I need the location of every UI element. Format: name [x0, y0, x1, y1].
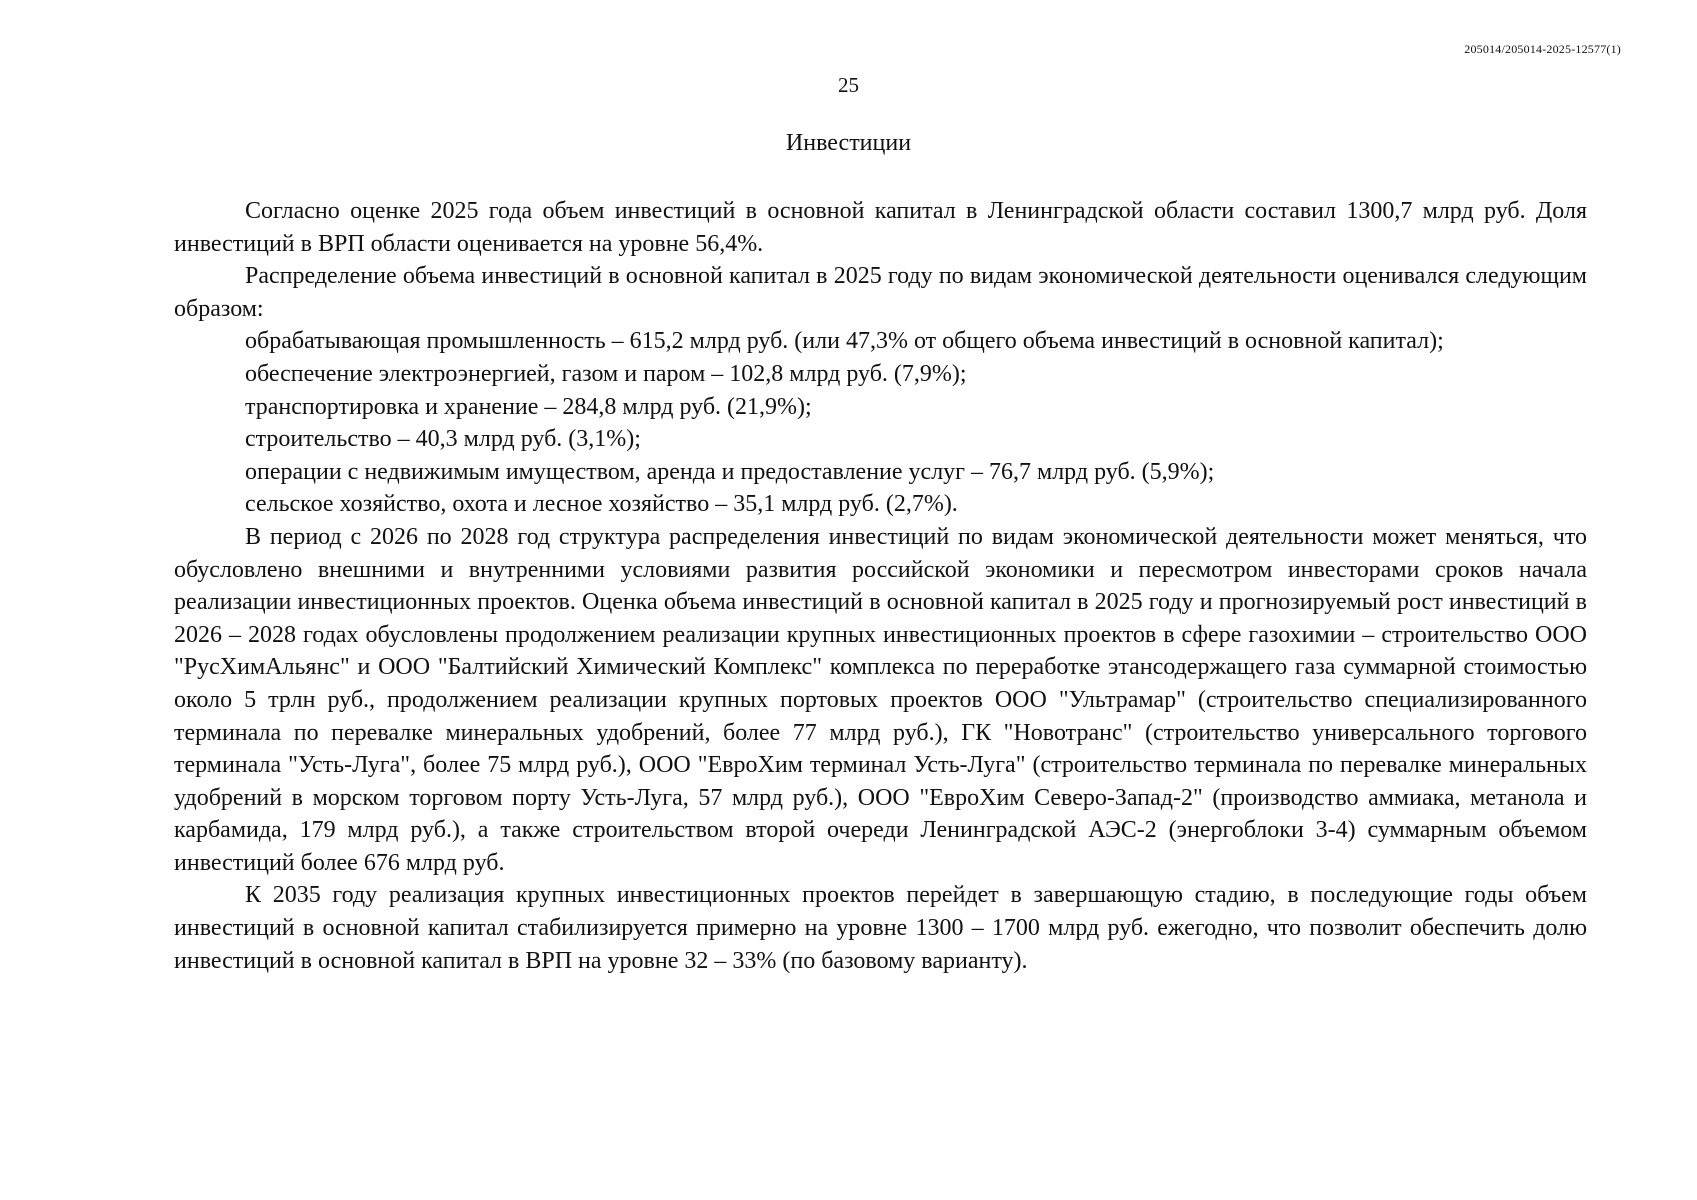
- list-item-agriculture: сельское хозяйство, охота и лесное хозяйство – 35,1 млрд руб. (2,7%).: [245, 491, 958, 518]
- page-number: 25: [838, 73, 859, 97]
- paragraph-distribution: Распределение объема инвестиций в основной капитал в 2025 году по видам экономической деятельности оценивался следующим образом:: [174, 263, 1587, 322]
- body-text: [174, 195, 1587, 977]
- list-item-transport: транспортировка и хранение – 284,8 млрд руб. (21,9%);: [245, 393, 812, 420]
- document-id: 205014/205014-2025-12577(1): [1464, 42, 1621, 56]
- section-title: Инвестиции: [785, 130, 912, 156]
- paragraph-outlook: К 2035 году реализация крупных инвестиционных проектов перейдет в завершающую стадию, в последующие годы объем инвестиций в основной капитал стабилизируется примерно на уровне 1300 – 1700 млрд руб. ежегодно, что позволит обеспечить долю инвестиций в основной капитал в ВРП на уровне 32 – 33% (по базовому варианту).: [174, 882, 1587, 974]
- list-item-energy: обеспечение электроэнергией, газом и паром – 102,8 млрд руб. (7,9%);: [245, 360, 967, 387]
- list-item-manufacturing: обрабатывающая промышленность – 615,2 млрд руб. (или 47,3% от общего объема инвестиций в основной капитал);: [245, 328, 1444, 355]
- paragraph-intro: Согласно оценке 2025 года объем инвестиций в основной капитал в Ленинградской области составил 1300,7 млрд руб. Доля инвестиций в ВРП области оценивается на уровне 56,4%.: [174, 198, 1587, 257]
- list-item-real-estate: операции с недвижимым имуществом, аренда и предоставление услуг – 76,7 млрд руб. (5,9%);: [245, 458, 1215, 485]
- paragraph-period: В период с 2026 по 2028 год структура распределения инвестиций по видам экономической деятельности может меняться, что обусловлено внешними и внутренними условиями развития российской экономики и пересмотром инвесторами сроков начала реализации инвестиционных проектов. Оценка объема инвестиций в основной капитал в 2025 году и прогнозируемый рост инвестиций в 2026 – 2028 годах обусловлены продолжением реализации крупных инвестиционных проектов в сфере газохимии – строительство ООО "РусХимАльянс" и ООО "Балтийский Химический Комплекс" комплекса по переработке этансодержащего газа суммарной стоимостью около 5 трлн руб., продолжением реализации крупных портовых проектов ООО "Ультрамар" (строительство специализированного терминала по перевалке минеральных удобрений, более 77 млрд руб.), ГК "Новотранс" (строительство универсального торгового терминала "Усть-Луга", более 75 млрд руб.), ООО "ЕвроХим терминал Усть-Луга" (строительство терминала по перевалке минеральных удобрений в морском торговом порту Усть-Луга, 57 млрд руб.), ООО "ЕвроХим Северо-Запад-2" (производство аммиака, метанола и карбамида, 179 млрд руб.), а также строительством второй очереди Ленинградской АЭС-2 (энергоблоки 3-4) суммарным объемом инвестиций более 676 млрд руб.: [174, 523, 1587, 876]
- list-item-construction: строительство – 40,3 млрд руб. (3,1%);: [245, 426, 641, 453]
